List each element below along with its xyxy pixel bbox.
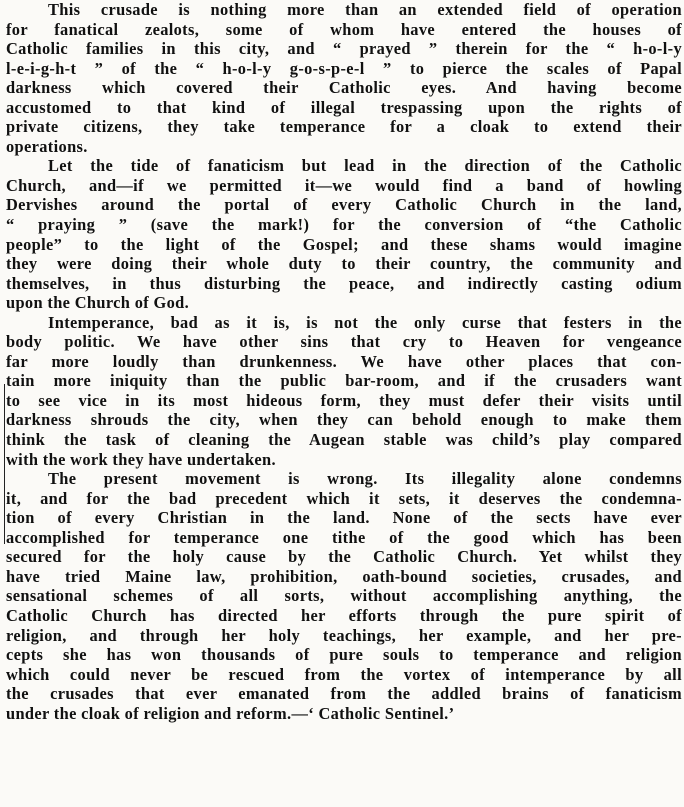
text-line: upon the Church of God. [6, 293, 190, 313]
text-line: secured for the holy cause by the Catholic Church. Yet whilst they [6, 547, 682, 567]
text-line: think the task of cleaning the Augean stable was child’s play compared [6, 430, 682, 450]
paragraph [6, 0, 682, 156]
text-line: under the cloak of religion and reform.—‘ Catholic Sentinel.’ [6, 703, 455, 723]
text-line: darkness shrouds the city, when they can behold enough to make them [6, 410, 682, 430]
text-line: Let the tide of fanaticism but lead in the direction of the Catholic [48, 156, 682, 176]
text-line: tion of every Christian in the land. None of the sects have ever [6, 508, 682, 528]
text-line: it, and for the bad precedent which it sets, it deserves the condemna- [6, 488, 682, 508]
article-body [6, 0, 682, 723]
text-line: Church, and—if we permitted it—we would find a band of howling [6, 175, 682, 195]
text-line: l-e-i-g-h-t ” of the “ h-o-l-y g-o-s-p-e-l ” to pierce the scales of Papal [6, 58, 682, 78]
text-line: tain more iniquity than the public bar-room, and if the crusaders want [6, 371, 682, 391]
text-line: themselves, in thus disturbing the peace, and indirectly casting odium [6, 273, 682, 293]
text-line: The present movement is wrong. Its illegality alone condemns [48, 469, 682, 489]
paragraph [6, 469, 682, 723]
text-line: sensational schemes of all sorts, without accomplishing anything, the [6, 586, 682, 606]
text-line: for fanatical zealots, some of whom have entered the houses of [6, 19, 682, 39]
text-line: religion, and through her holy teachings, her example, and her pre- [6, 625, 682, 645]
paragraph [6, 156, 682, 312]
text-line: operations. [6, 136, 88, 156]
text-line: people” to the light of the Gospel; and these shams would imagine [6, 234, 682, 254]
text-line: Catholic families in this city, and “ prayed ” therein for the “ h-o-l-y [6, 39, 682, 59]
text-line: which could never be rescued from the vortex of intemperance by all [6, 664, 682, 684]
text-line: This crusade is nothing more than an extended field of operation [48, 0, 682, 19]
text-line: darkness which covered their Catholic eyes. And having become [6, 78, 682, 98]
text-line: Intemperance, bad as it is, is not the only curse that festers in the [48, 312, 682, 332]
column-rule [4, 384, 5, 544]
text-line: to see vice in its most hideous form, they must defer their visits until [6, 390, 682, 410]
text-line: private citizens, they take temperance for a cloak to extend their [6, 117, 682, 137]
text-line: with the work they have undertaken. [6, 449, 276, 469]
paragraph [6, 313, 682, 469]
text-line: body politic. We have other sins that cry to Heaven for vengeance [6, 332, 682, 352]
text-line: have tried Maine law, prohibition, oath-bound societies, crusades, and [6, 566, 682, 586]
text-line: they were doing their whole duty to their country, the community and [6, 254, 682, 274]
text-line: accomplished for temperance one tithe of the good which has been [6, 527, 682, 547]
text-line: the crusades that ever emanated from the addled brains of fanaticism [6, 684, 682, 704]
text-line: “ praying ” (save the mark!) for the conversion of “the Catholic [6, 215, 682, 235]
text-line: accustomed to that kind of illegal trespassing upon the rights of [6, 97, 682, 117]
text-line: cepts she has won thousands of pure souls to temperance and religion [6, 645, 682, 665]
text-line: far more loudly than drunkenness. We have other places that con- [6, 351, 682, 371]
text-line: Dervishes around the portal of every Catholic Church in the land, [6, 195, 682, 215]
text-line: Catholic Church has directed her efforts through the pure spirit of [6, 605, 682, 625]
